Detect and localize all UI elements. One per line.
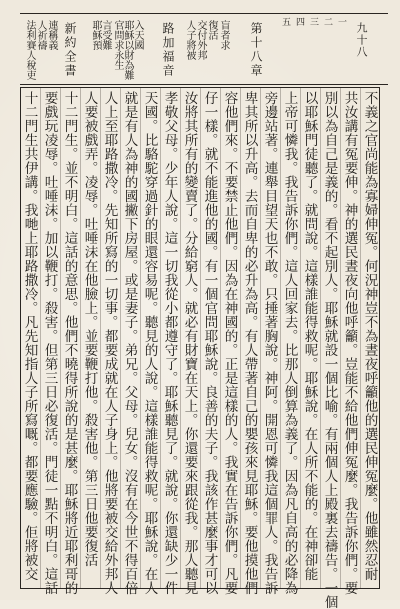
text-column: 卑其所以升高。去而自卑的必升為高。有人帶著自己的嬰孩來見耶穌。要他摸他們: [241, 91, 258, 595]
header-note: 人祈禱: [35, 20, 46, 50]
book-title: 新約全書: [63, 22, 77, 78]
header-note: 官問求永生: [112, 20, 123, 70]
text-column: 旁邊站著。連舉目望天也不敢。只捶著胸說。神阿。開恩可憐我這個罪人。我告訴: [261, 91, 278, 595]
page-number: 九十八: [355, 22, 368, 58]
headnote-number: 四: [294, 17, 304, 26]
header-note: 法利賽人稅吏: [24, 20, 35, 80]
section-title: 路加福音: [161, 22, 175, 78]
header-note: 人子將被: [184, 20, 195, 60]
header-bottom-rule: [20, 84, 388, 85]
header-note: 復活: [206, 20, 217, 40]
text-column: 仔一樣。就不能進他的國。有一個官問耶穌說。良善的夫子。我該作甚麼事才可以: [201, 91, 218, 595]
text-column: 天國。比駱駝穿過針的眼還容易呢。聽見的人說。這樣誰能得救呢。耶穌說。在人: [141, 91, 158, 595]
header-note: 耶穌以財為難: [122, 20, 133, 80]
text-column: 以耶穌門徒聽了。就問說。這樣誰能得救呢。耶穌說。在人所不能的。在神卻能: [301, 91, 318, 581]
headnote-number: 二: [322, 17, 332, 26]
header-top-rule: [20, 13, 388, 14]
headnote-number: 三: [308, 17, 318, 26]
text-column: 要戲玩凌辱。吐唾沫。加以鞭打。殺害。但第三日必復活。門徒一點不明白。這話: [41, 91, 58, 595]
text-column: 別以為自己是義的。看不起別人。耶穌就設一個比喻。有兩個人上殿裏去禱告。一個: [321, 91, 338, 609]
header-note: 入天國: [132, 20, 143, 50]
text-column: 就是有人為神的國撇下房屋。或是妻子。弟兄。父母。兒女。沒有在今世不得百倍: [121, 91, 138, 595]
header-note: 耶穌預: [90, 20, 101, 50]
text-column: 人上至耶路撒冷。先知所寫的一切事。都要成就在人子身上。他將要被交給外邦人: [101, 91, 118, 595]
text-column: 十二門生共伊講。我哋上耶路撒冷。凡先知指人子所寫嘅。都要應驗。佢將被交: [21, 91, 38, 581]
text-column: 十二門生。並不明白。這話的意思。他們不曉得所說的是甚麼。耶穌將近耶利哥的: [61, 91, 78, 595]
text-column: 汝將其所有的變賣了。分給窮人。就必有財寶在天上。你還要來跟從我。那人聽見: [181, 91, 198, 595]
text-column: 上帝可憐我。我告訴你們。這人回家去。比那人倒算為義了。因為凡自高的必降為: [281, 91, 298, 595]
headnote-number: 五: [280, 17, 290, 26]
text-column: 共汝講有冤要伸。神的選民晝夜向他呼籲。豈能不給他們伸冤麼。我告訴你們。要: [341, 91, 358, 595]
headnote-number: 一: [336, 17, 346, 26]
header-note: 交付外邦: [195, 20, 206, 60]
text-column: 孝敬父母。少年人說。這一切我從小都遵守了。耶穌聽見了。就說。你還缺少一件: [161, 91, 178, 595]
text-column: 容他們來。不要禁止他們。因為在神國的。正是這樣的人。我實在告訴你們。凡要: [221, 91, 238, 595]
header-note: 盲者求: [218, 20, 229, 50]
header-note: 言受難: [100, 20, 111, 50]
header-note: 連稱義: [46, 20, 57, 50]
text-column: 不義之官尚能為寡婦伸冤。何況神豈不為晝夜呼籲他的選民伸冤麼。他雖然忍耐: [361, 91, 378, 581]
text-column: 人要被戲弄。凌辱。吐唾沫在他臉上。並要鞭打他。殺害他。第三日他要復活: [81, 91, 98, 567]
chapter-label: 第十八章: [249, 22, 263, 78]
